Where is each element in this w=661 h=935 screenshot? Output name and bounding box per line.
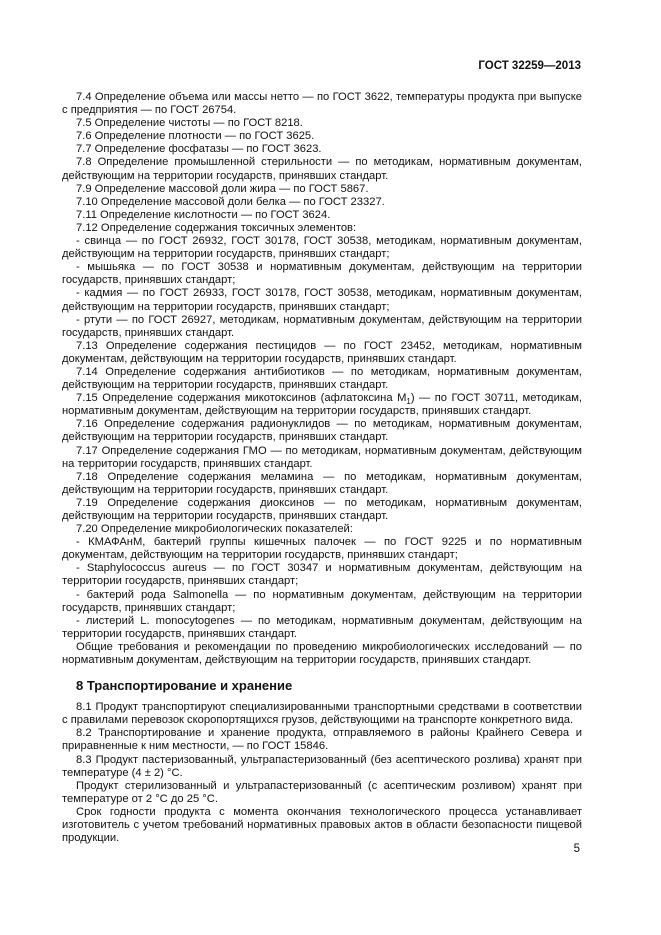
- paragraph-7-12: 7.12 Определение содержания токсичных элементов:: [76, 221, 357, 234]
- document-body: [62, 91, 582, 845]
- list-item-arsenic: - мышьяка — по ГОСТ 30538 и нормативным документам, действующим на территории государств, принявших стандарт;: [62, 261, 582, 287]
- paragraph-7-11: 7.11 Определение кислотности — по ГОСТ 3624.: [76, 208, 331, 221]
- paragraph-7-15: [62, 392, 582, 418]
- list-item-cadmium: - кадмия — по ГОСТ 26933, ГОСТ 30178, ГОСТ 30538, методикам, нормативным документам, действующим на территории государств, принявших стандарт;: [62, 287, 582, 313]
- paragraph-general-requirements: Общие требования и рекомендации по проведению микробиологических исследований — по нормативным документам, действующим на территории государств, принявших стандарт.: [62, 640, 582, 667]
- list-item-staphylococcus: - Staphylococcus aureus — по ГОСТ 30347 и нормативным документам, действующим на территории государств, принявших стандарт;: [62, 562, 582, 588]
- list-item-kmafanm: - КМАФАнМ, бактерий группы кишечных палочек — по ГОСТ 9225 и по нормативным документам, действующим на территории государств, принявших стандарт;: [62, 536, 582, 562]
- paragraph-7-13: 7.13 Определение содержания пестицидов — по ГОСТ 23452, методикам, нормативным документам, действующим на территории государств, принявших стандарт.: [62, 339, 582, 365]
- section-8-heading: 8 Транспортирование и хранение: [76, 678, 293, 694]
- paragraph-7-6: 7.6 Определение плотности — по ГОСТ 3625.: [76, 130, 315, 143]
- list-item-listeria: - листерий L. monocytogenes — по методикам, нормативным документам, действующим на территории государств, принявших стандарт.: [62, 614, 582, 640]
- paragraph-7-19: 7.19 Определение содержания диоксинов — по методикам, нормативным документам, действующим на территории государств, принявших стандарт.: [62, 496, 582, 522]
- paragraph-7-16: 7.16 Определение содержания радионуклидов — по методикам, нормативным документам, действующим на территории государств, принявших стандарт.: [62, 418, 582, 444]
- paragraph-8-2: 8.2 Транспортирование и хранение продукта, отправляемого в районы Крайнего Севера и приравненные к ним местности, — по ГОСТ 15846.: [62, 727, 582, 753]
- paragraph-7-17: 7.17 Определение содержания ГМО — по методикам, нормативным документам, действующим на территории государств, принявших стандарт.: [62, 444, 582, 470]
- page-number: 5: [573, 843, 580, 855]
- paragraph-8-3: 8.3 Продукт пастеризованный, ультрапастеризованный (без асептического розлива) хранят при температуре (4 ± 2) °С.: [62, 753, 582, 779]
- paragraph-shelf-life: Срок годности продукта с момента окончания технологического процесса устанавливает изготовитель с учетом требований нормативных правовых актов в области безопасности пищевой продукции.: [62, 805, 582, 845]
- paragraph-7-15-subscript: 1: [406, 397, 411, 407]
- paragraph-7-5: 7.5 Определение чистоты — по ГОСТ 8218.: [76, 117, 303, 130]
- paragraph-7-20: 7.20 Определение микробиологических показателей:: [76, 523, 353, 536]
- list-item-lead: - свинца — по ГОСТ 26932, ГОСТ 30178, ГОСТ 30538, методикам, нормативным документам, действующим на территории государств, принявших стандарт;: [62, 235, 582, 261]
- standard-header: ГОСТ 32259—2013: [478, 60, 581, 72]
- paragraph-7-9: 7.9 Определение массовой доли жира — по ГОСТ 5867.: [76, 182, 369, 195]
- paragraph-7-7: 7.7 Определение фосфатазы — по ГОСТ 3623.: [76, 143, 322, 156]
- paragraph-8-1: 8.1 Продукт транспортируют специализированными транспортными средствами в соответствии с правилами перевозок скоропортящихся грузов, действующими на транспорте конкретного вида.: [62, 701, 582, 727]
- paragraph-7-18: 7.18 Определение содержания меламина — по методикам, нормативным документам, действующим на территории государств, принявших стандарт.: [62, 470, 582, 496]
- list-item-salmonella: - бактерий рода Salmonella — по нормативным документам, действующим на территории государств, принявших стандарт;: [62, 588, 582, 614]
- paragraph-7-15-rest: ) — по ГОСТ 30711, методикам, нормативным документам, действующим на территории государств, принявших стандарт.: [62, 392, 582, 418]
- paragraph-7-14: 7.14 Определение содержания антибиотиков — по методикам, нормативным документам, действующим на территории государств, принявших стандарт.: [62, 365, 582, 392]
- paragraph-7-10: 7.10 Определение массовой доли белка — по ГОСТ 23327.: [76, 195, 385, 208]
- paragraph-7-4: 7.4 Определение объема или массы нетто — по ГОСТ 3622, температуры продукта при выпуске с предприятия — по ГОСТ 26754.: [62, 91, 582, 117]
- paragraph-7-8: 7.8 Определение промышленной стерильности — по методикам, нормативным документам, действующим на территории государств, принявших стандарт.: [62, 156, 582, 182]
- list-item-mercury: - ртути — по ГОСТ 26927, методикам, нормативным документам, действующим на территории государств, принявших стандарт.: [62, 313, 582, 339]
- paragraph-storage-sterilized: Продукт стерилизованный и ультрапастеризованный (с асептическим розливом) хранят при температуре от 2 °С до 25 °С.: [62, 779, 582, 805]
- paragraph-7-15-text: 7.15 Определение содержания микотоксинов (афлатоксина М: [76, 392, 407, 405]
